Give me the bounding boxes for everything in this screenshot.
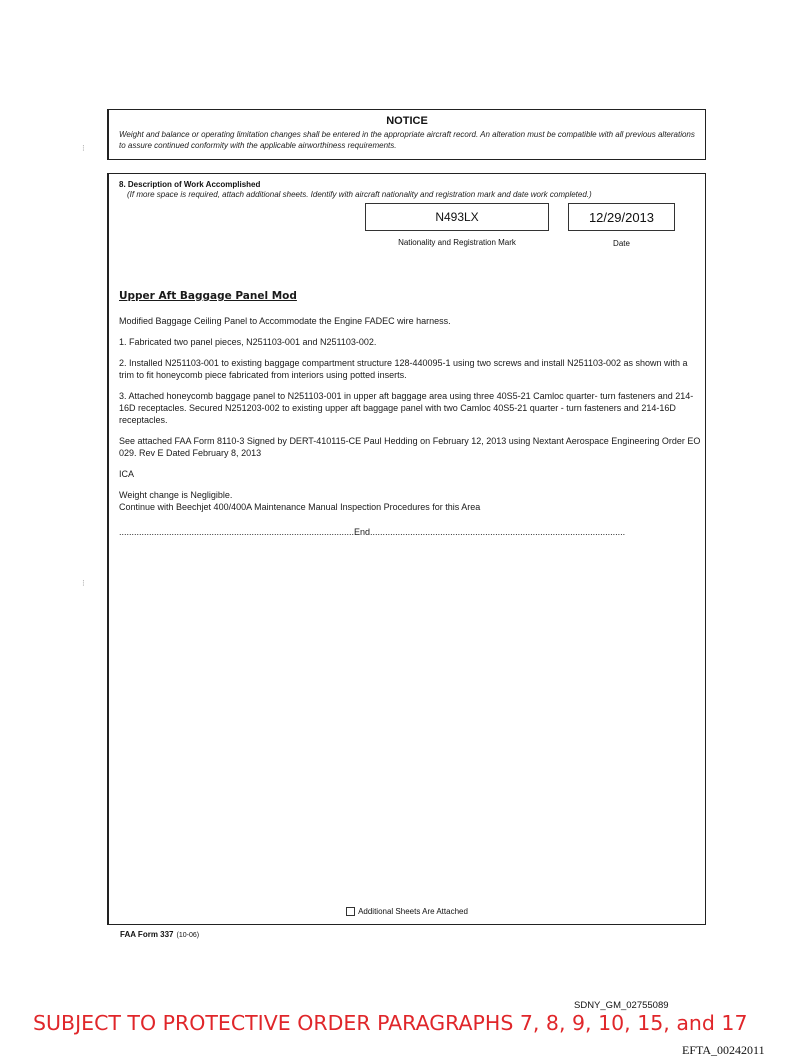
additional-sheets-checkbox[interactable] [346, 907, 355, 916]
description-paragraph: 2. Installed N251103-001 to existing baggage compartment structure 128-440095-1 using two screws and install N251103-002 as shown with a trim to fit honeycomb piece fabricated from interiors using potted inserts. [119, 358, 688, 380]
description-paragraph: 3. Attached honeycomb baggage panel to N251103-001 in upper aft baggage area using three 40S5-21 Camloc quarter- turn fasteners and 214-16D receptacles. Secured N251203-002 to existing upper aft baggage panel with two Camloc 40S5-21 quarter - turn fasteners and 214-16D receptacles. [119, 391, 694, 425]
registration-mark-caption: Nationality and Registration Mark [398, 238, 516, 247]
section-heading: 8. Description of Work Accomplished [119, 180, 261, 189]
bates-number: SDNY_GM_02755089 [574, 1000, 669, 1011]
notice-box [107, 109, 706, 160]
description-paragraph: ICA [119, 469, 135, 479]
form-revision: (10-06) [176, 932, 200, 939]
additional-sheets-label: Additional Sheets Are Attached [358, 907, 468, 916]
description-of-work-section [107, 173, 706, 925]
scan-mark: ⁝ [82, 143, 85, 153]
notice-text: Weight and balance or operating limitation changes shall be entered in the appropriate aircraft record. An alteration must be compatible with all previous alterations to assure continued conformity with the applicable airworthiness requirements. [119, 130, 695, 150]
notice-title: NOTICE [386, 115, 428, 127]
form-name: FAA Form 337 [120, 930, 174, 939]
scan-mark: ⁝ [82, 578, 85, 588]
registration-mark-field: N493LX [365, 203, 549, 231]
protective-order-stamp: SUBJECT TO PROTECTIVE ORDER PARAGRAPHS 7, 8, 9, 10, 15, and 17 [33, 1011, 748, 1035]
end-line: ..............................................................................................End...................................................................................................... [119, 527, 626, 537]
efta-number: EFTA_00242011 [682, 1043, 765, 1057]
description-paragraph: Weight change is Negligible. Continue with Beechjet 400/400A Maintenance Manual Inspection Procedures for this Area [119, 490, 481, 512]
date-field: 12/29/2013 [568, 203, 675, 231]
description-paragraph: 1. Fabricated two panel pieces, N251103-001 and N251103-002. [119, 337, 377, 347]
form-label [120, 930, 199, 939]
section-instruction: (If more space is required, attach additional sheets. Identify with aircraft nationality and registration mark and date work completed.) [127, 190, 592, 199]
work-title: Upper Aft Baggage Panel Mod [119, 290, 297, 302]
description-paragraph: See attached FAA Form 8110-3 Signed by DERT-410115-CE Paul Hedding on February 12, 2013 using Nextant Aerospace Engineering Order EO 029. Rev E Dated February 8, 2013 [119, 436, 701, 458]
work-description-body [119, 290, 704, 537]
additional-sheets-row [109, 907, 705, 916]
date-caption: Date [613, 239, 630, 248]
description-paragraph: Modified Baggage Ceiling Panel to Accommodate the Engine FADEC wire harness. [119, 316, 451, 326]
